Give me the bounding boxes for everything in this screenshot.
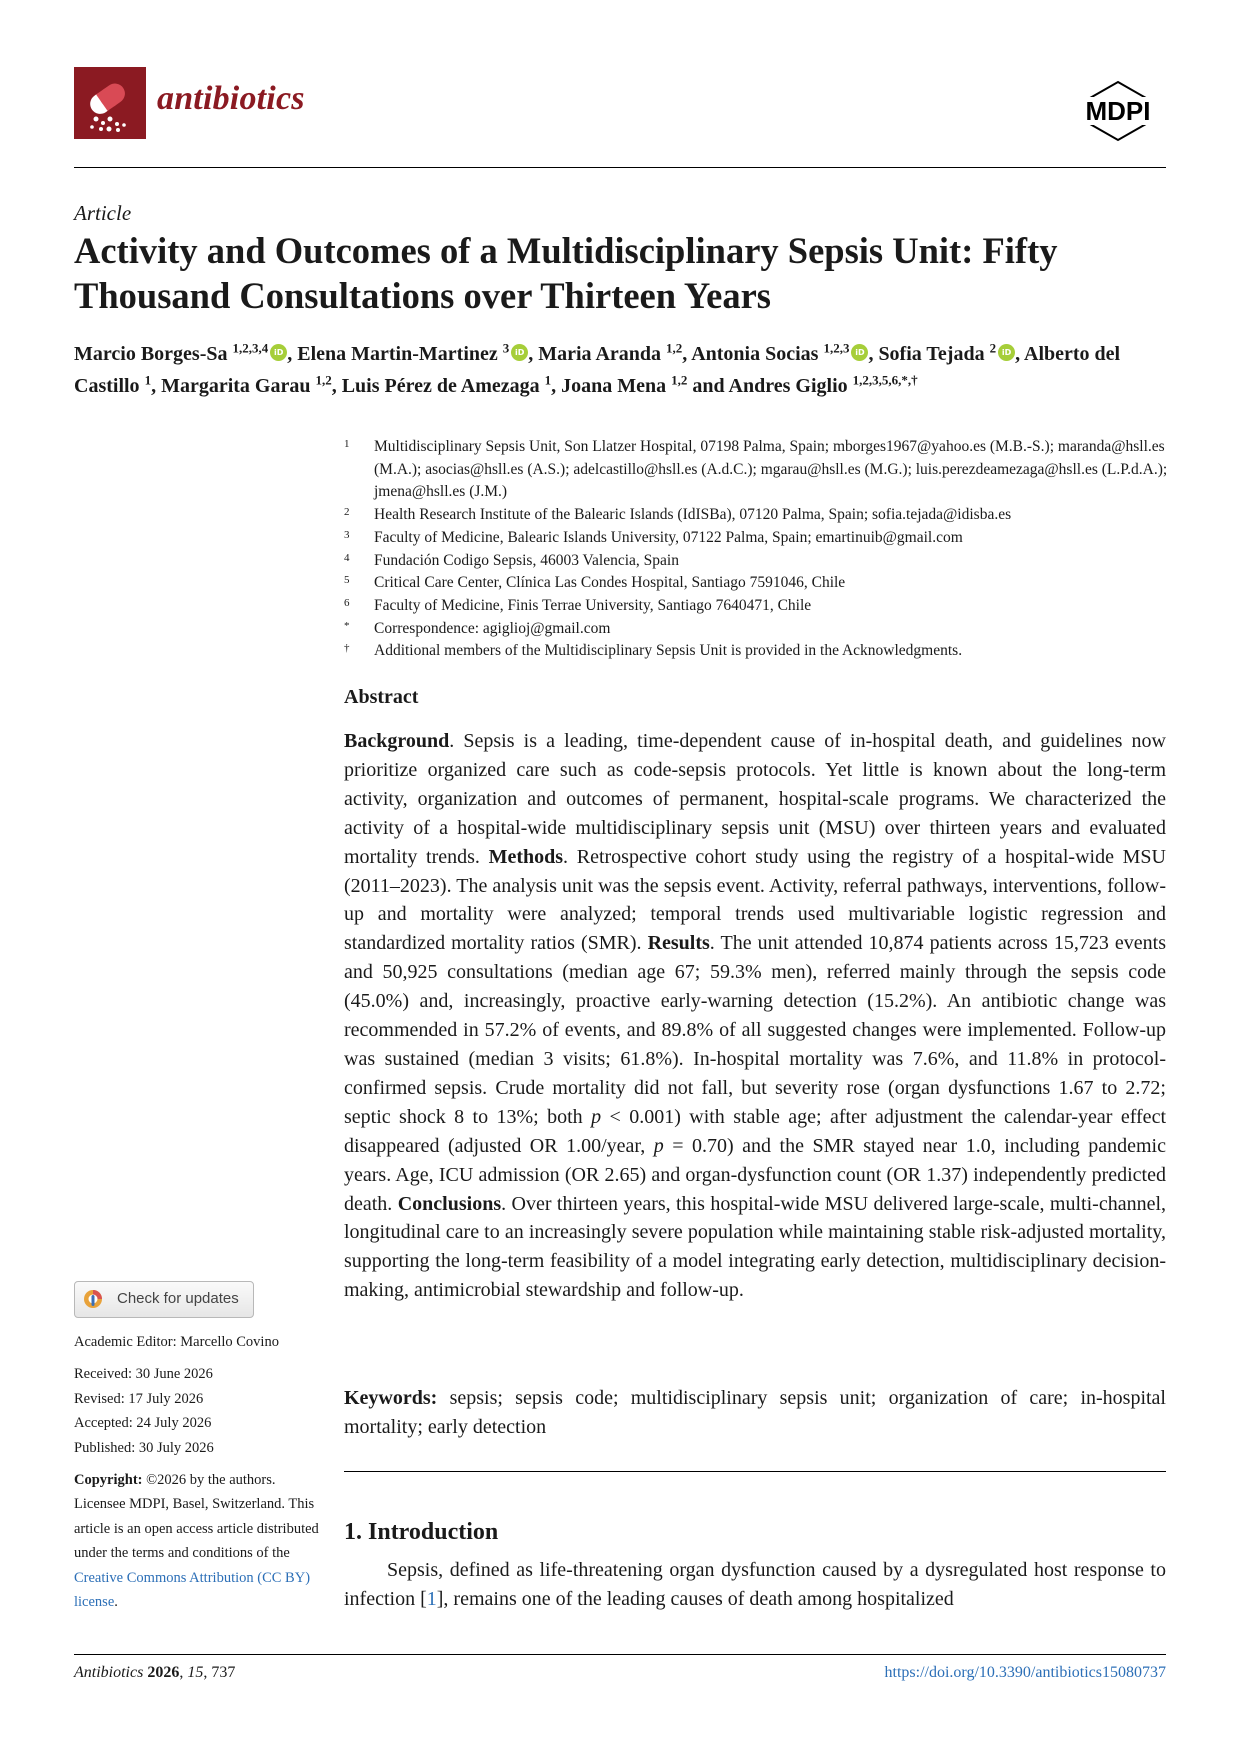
author: Maria Aranda $^{1,2}$ — [538, 340, 683, 365]
academic-editor: Academic Editor: Marcello Covino — [74, 1334, 279, 1350]
author: Andres Giglio $^{1,2,3,5,6,*,\dagger}$ — [728, 372, 918, 397]
methods-label: Methods — [488, 845, 564, 868]
svg-text:MDPI: MDPI — [1085, 96, 1151, 126]
check-updates-label: Check for updates — [117, 1290, 239, 1307]
abstract-divider — [344, 1471, 1166, 1472]
author: Sofia Tejada $^2$ iD — [878, 343, 1015, 365]
citation: Antibiotics 2026, 15, 737 — [74, 1664, 236, 1681]
article-title: Activity and Outcomes of a Multidisciplinary Sepsis Unit: Fifty Thousand Consultations over Thirteen Years — [74, 230, 1058, 316]
affiliation-item: 6 Faculty of Medicine, Finis Terrae University, Santiago 7640471, Chile — [344, 596, 812, 614]
affiliation-item: † Additional members of the Multidisciplinary Sepsis Unit is provided in the Acknowledgments. — [344, 642, 963, 660]
background-label: Background — [344, 730, 450, 752]
published-date: Published: 30 July 2026 — [74, 1439, 214, 1456]
orcid-icon[interactable]: iD — [270, 344, 287, 361]
footer-divider — [74, 1654, 1166, 1655]
affiliations — [344, 436, 1174, 663]
affiliation-item: 3 Faculty of Medicine, Balearic Islands University, 07122 Palma, Spain; emartinuib@gmail.com — [344, 528, 963, 546]
author-list: Marcio Borges-Sa $^{1,2,3,4}$ iD , Elena Martin-Martinez $^3$ iD , Maria Aranda $^{1,2}$, Antonia Socias $^{1,2,3}$ iD , Sofia Tejada $^2$ iD , Alberto del Castillo $^1$, Margarita Garau $^{1,2}$, Luis Pérez de Amezaga $^1$, Joana Mena $^{1,2}$ and Andres Giglio $^{1,2,3,5,6,*,\dagger}$ — [74, 340, 1121, 397]
license-link[interactable]: Creative Commons Attribution (CC BY) license — [74, 1569, 311, 1611]
author: Marcio Borges-Sa $^{1,2,3,4}$ iD — [74, 343, 287, 365]
author: Elena Martin-Martinez $^3$ iD — [297, 343, 528, 365]
affiliation-item: 2 Health Research Institute of the Balearic Islands (IdISBa), 07120 Palma, Spain; sofia.tejada@idisba.es — [344, 506, 1012, 524]
author: Antonia Socias $^{1,2,3}$ iD — [691, 343, 868, 365]
journal-logo — [74, 67, 146, 139]
capsule-icon — [74, 67, 146, 139]
introduction-paragraph: Sepsis, defined as life-threatening organ dysfunction caused by a dysregulated host response to infection [1], remains one of the leading causes of death among hospitalized — [344, 1559, 1166, 1610]
article-type: Article — [74, 201, 132, 225]
mdpi-logo — [1070, 80, 1166, 142]
results-label: Results — [647, 932, 710, 955]
abstract-body: Background. Sepsis is a leading, time-dependent cause of in-hospital death, and guidelines now prioritize organized care such as code-sepsis protocols. Yet little is known about the long-term activity, organization and outcomes of permanent, hospital-scale programs. We characterized the activity of a hospital-wide multidisciplinary sepsis unit (MSU) over thirteen years and evaluated mortality trends. Methods. Retrospective cohort study using the registry of a hospital-wide MSU (2011–2023). The analysis unit was the sepsis event. Activity, referral pathways, interventions, follow-up and mortality were analyzed; temporal trends used multivariable logistic regression and standardized mortality ratios (SMR). Results. The unit attended 10,874 patients across 15,723 events and 50,925 consultations (median age 67; 59.3% men), referred mainly through the sepsis code (45.0%) and, increasingly, proactive early-warning detection (15.2%). An antibiotic change was recommended in 57.2% of events, and 89.8% of all suggested changes were implemented. Follow-up was sustained (median 3 visits; 61.8%). In-hospital mortality was 7.6%, and 11.8% in protocol-confirmed sepsis. Crude mortality did not fall, but severity rose (organ dysfunctions 1.67 to 2.72; septic shock 8 to 13%; both p < 0.001) with stable age; after adjustment the calendar-year effect disappeared (adjusted OR 1.00/year, p = 0.70) and the SMR stayed near 1.0, including pandemic years. Age, ICU admission (OR 2.65) and organ-dysfunction count (OR 1.37) independently predicted death. Conclusions. Over thirteen years, this hospital-wide MSU delivered large-scale, multi-channel, longitudinal care to an increasingly severe population while maintaining stable risk-adjusted mortality, supporting the long-term feasibility of a model integrating early detection, multidisciplinary decision-making, antimicrobial stewardship and follow-up. — [344, 730, 1167, 1302]
orcid-icon[interactable]: iD — [998, 344, 1015, 361]
reference-link[interactable]: 1 — [426, 1587, 437, 1610]
received-date: Received: 30 June 2026 — [74, 1366, 213, 1383]
conclusions-label: Conclusions — [397, 1192, 502, 1215]
article-info-sidebar — [74, 1330, 324, 1614]
author: Luis Pérez de Amezaga $^1$ — [341, 372, 552, 397]
copyright-notice: Copyright: ©2026 by the authors. Licensee MDPI, Basel, Switzerland. This article is an open access article distributed under the terms and conditions of the Creative Commons Attribution (CC BY) license. — [74, 1472, 319, 1611]
accepted-date: Accepted: 24 July 2026 — [74, 1415, 212, 1432]
author: Joana Mena $^{1,2}$ — [561, 372, 688, 397]
check-updates-icon — [83, 1289, 103, 1309]
header-divider — [74, 167, 1166, 168]
affiliation-item: 5 Critical Care Center, Clínica Las Condes Hospital, Santiago 7591046, Chile — [344, 574, 846, 592]
check-for-updates-button[interactable] — [74, 1281, 254, 1318]
revised-date: Revised: 17 July 2026 — [74, 1390, 204, 1407]
orcid-icon[interactable]: iD — [511, 344, 528, 361]
section-heading-introduction: 1. Introduction — [344, 1519, 499, 1545]
author: Alberto del Castillo $^1$ — [74, 343, 1121, 397]
keywords-label: Keywords: — [344, 1387, 438, 1409]
journal-name: antibiotics — [157, 80, 305, 117]
author: Margarita Garau $^{1,2}$ — [161, 372, 332, 397]
affiliation-item: * Correspondence: agiglioj@gmail.com — [344, 619, 611, 637]
keywords: Keywords: sepsis; sepsis code; multidisciplinary sepsis unit; organization of care; in-hospital mortality; early detection — [344, 1387, 1166, 1438]
abstract-heading: Abstract — [344, 686, 419, 708]
doi-link[interactable]: https://doi.org/10.3390/antibiotics15080737 — [884, 1664, 1166, 1681]
affiliation-item: 4 Fundación Codigo Sepsis, 46003 Valencia, Spain — [344, 551, 679, 569]
affiliation-item: 1 Multidisciplinary Sepsis Unit, Son Llatzer Hospital, 07198 Palma, Spain; mborges1967@yahoo.es (M.B.-S.); maranda@hsll.es (M.A.); asocias@hsll.es (A.S.); adelcastillo@hsll.es (A.d.C.); mgarau@hsll.es (M.G.); luis.perezdeamezaga@hsll.es (L.P.d.A.); jmena@hsll.es (J.M.) — [344, 438, 1168, 501]
orcid-icon[interactable]: iD — [851, 344, 868, 361]
